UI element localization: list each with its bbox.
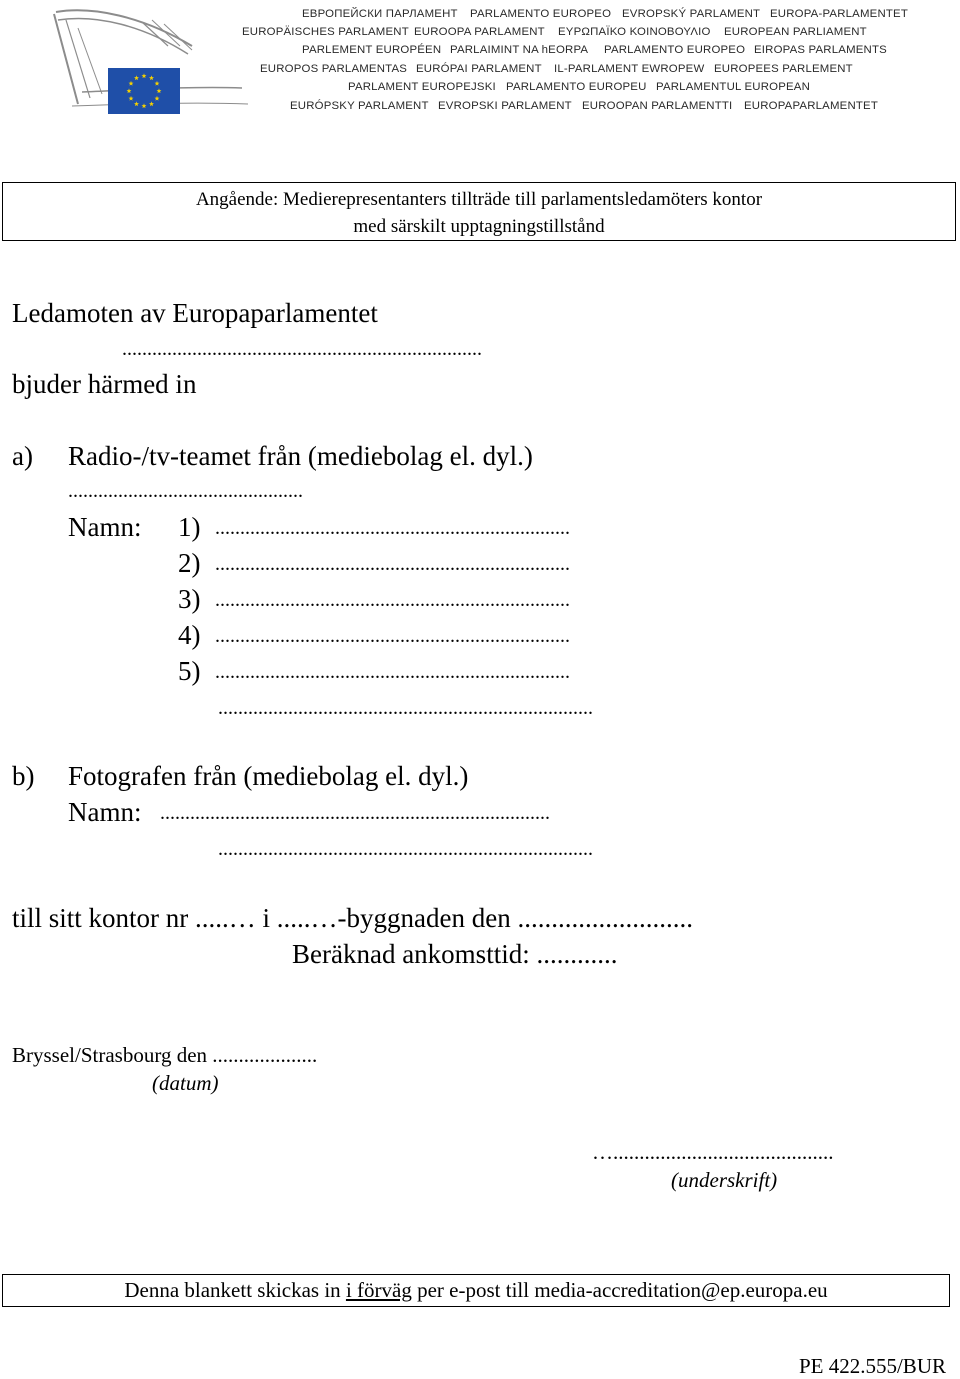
subject-box [2,182,956,241]
place-date-line: Bryssel/Strasbourg den .................... [12,1043,318,1067]
parliament-name: EUROPEES PARLEMENT [714,63,853,75]
parliament-emblem-icon [52,6,252,116]
name-entry-field[interactable]: ....................................................................... [215,517,570,539]
subject-line-1: Angående: Medierepresentanters tillträde till parlamentsledamöters kontor [195,189,763,210]
parliament-name: ЕВРОПЕЙСКИ ПАРЛАМЕНТ [302,8,458,20]
section-a-label: Radio-/tv-teamet från (mediebolag el. dyl.) [68,441,533,471]
section-b-name-field[interactable]: .............................................................................. [160,802,550,824]
invite-line: bjuder härmed in [12,369,197,399]
subject-line-2: med särskilt upptagningstillstånd [353,216,605,237]
parliament-name: PARLAMENTO EUROPEU [506,81,647,93]
section-a-names-label: Namn: [68,512,142,542]
parliament-name: PARLAIMINT NA hEORPA [450,44,589,56]
section-b-extra-field[interactable]: ........................................................................... [218,838,593,860]
name-entry-field[interactable]: ....................................................................... [215,589,570,611]
footer-underlined-text: i förväg [345,1278,412,1302]
parliament-name: EUROPA-PARLAMENTET [770,8,908,20]
name-entry-field[interactable]: ....................................................................... [215,661,570,683]
parliament-name: PARLAMENTO EUROPEO [604,44,746,56]
name-entry-number: 5) [178,656,201,686]
section-a-company-field[interactable]: ............................................... [68,480,303,502]
footer-text-before: Denna blankett skickas in [124,1278,346,1302]
signature-caption: (underskrift) [671,1168,778,1192]
footer-notice [3,1277,949,1304]
office-line: till sitt kontor nr .....… i .....…-byggnaden den .......................... [12,903,693,933]
parliament-name: EUROPÄISCHES PARLAMENT [242,26,409,38]
name-entry-field[interactable]: ....................................................................... [215,625,570,647]
parliament-name: EVROPSKI PARLAMENT [438,100,572,112]
date-caption: (datum) [152,1071,219,1095]
parliament-name: EUROPOS PARLAMENTAS [260,63,408,75]
member-name-field[interactable]: ........................................................................ [122,338,482,360]
signature-field[interactable]: ….......................................... [592,1140,834,1164]
parliament-name: EURÓPSKY PARLAMENT [290,100,429,112]
member-line: Ledamoten av Europaparlamentet [12,298,378,328]
section-a-extra-field[interactable]: ........................................................................... [218,697,593,719]
parliament-name: IL-PARLAMENT EWROPEW [554,63,705,75]
name-entry-number: 1) [178,512,201,542]
parliament-name: EUROPEAN PARLIAMENT [724,26,867,38]
section-a-marker: a) [12,441,33,471]
section-b-marker: b) [12,761,35,791]
footer-notice-box [2,1274,950,1307]
name-entry-number: 3) [178,584,201,614]
parliament-name: EUROOPAN PARLAMENTTI [582,100,733,112]
parliament-name: PARLAMENTUL EUROPEAN [656,81,811,93]
parliament-name: ΕΥΡΩΠΑΪΚΟ ΚΟΙΝΟΒΟΥΛΙΟ [558,26,711,38]
document-reference: PE 422.555/BUR [798,1354,946,1378]
name-entry-number: 4) [178,620,201,650]
parliament-name: PARLAMENT EUROPEJSKI [348,81,496,93]
parliament-name: EVROPSKÝ PARLAMENT [622,8,761,20]
parliament-name: EUROOPA PARLAMENT [414,26,545,38]
section-b-label: Fotografen från (mediebolag el. dyl.) [68,761,469,791]
name-entry-field[interactable]: ....................................................................... [215,553,570,575]
parliament-name: EIROPAS PARLAMENTS [754,44,887,56]
european-parliament-logo [52,6,252,116]
parliament-name: EURÓPAI PARLAMENT [416,63,542,75]
parliament-name: PARLEMENT EUROPÉEN [302,44,442,56]
parliament-name: EUROPAPARLAMENTET [744,100,878,112]
parliament-name: PARLAMENTO EUROPEO [470,8,612,20]
name-entry-number: 2) [178,548,201,578]
footer-text-after: per e-post till media-accreditation@ep.europa.eu [411,1278,828,1302]
section-b-names-label: Namn: [68,797,142,827]
arrival-line: Beräknad ankomsttid: ............ [292,939,618,969]
